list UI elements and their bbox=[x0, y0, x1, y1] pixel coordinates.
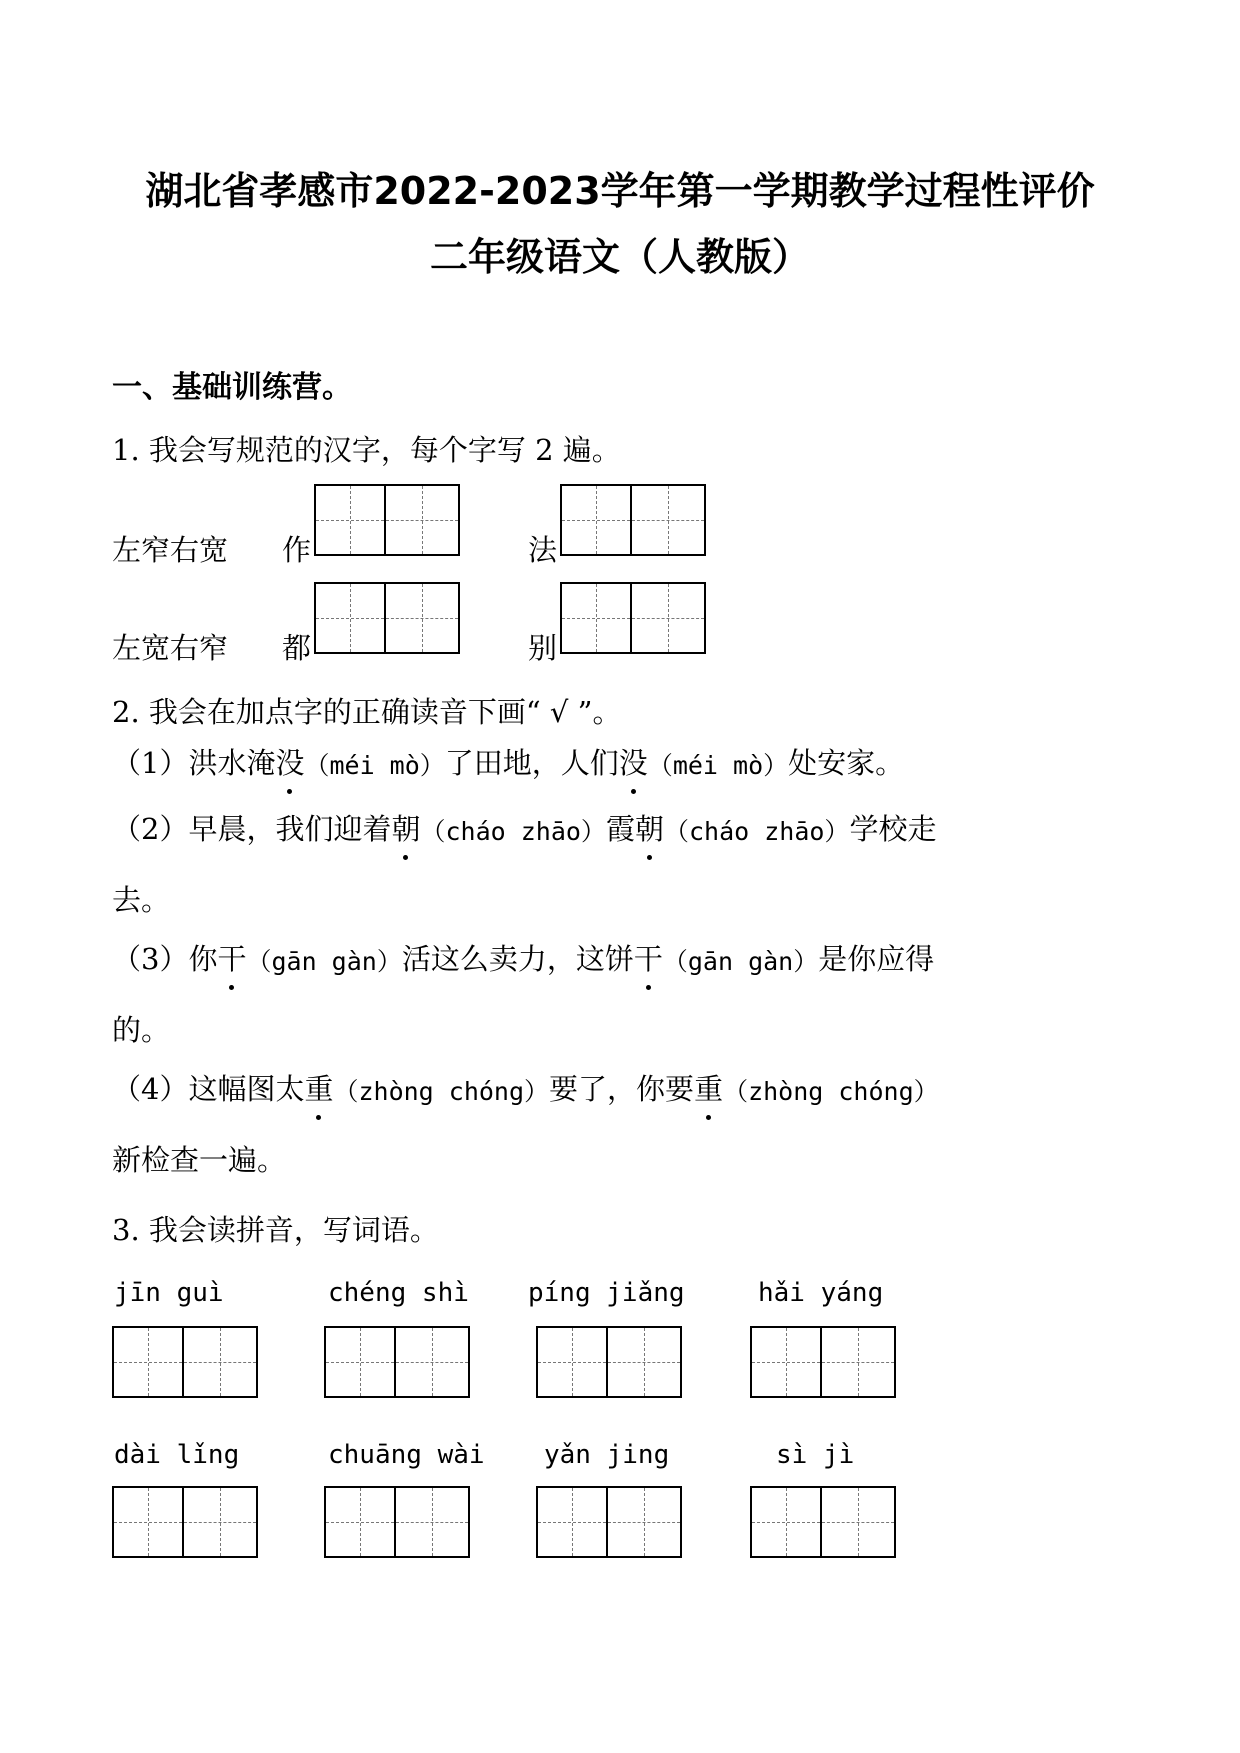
q3-pinyin-5: dài lǐng bbox=[114, 1440, 240, 1470]
question-text: 活这么卖力，这饼 bbox=[401, 942, 634, 976]
q3-writing-grid-5[interactable] bbox=[112, 1486, 258, 1558]
tianzige-cell[interactable] bbox=[324, 1326, 396, 1398]
tianzige-cell[interactable] bbox=[184, 1326, 258, 1398]
page-subtitle: 二年级语文（人教版） bbox=[429, 235, 810, 279]
dotted-char: 朝 bbox=[635, 807, 664, 848]
q3-pinyin-7: yǎn jing bbox=[544, 1440, 670, 1470]
q3-writing-grid-1[interactable] bbox=[112, 1326, 258, 1398]
q3-pinyin-8: sì jì bbox=[776, 1440, 855, 1470]
q2-item-3 bbox=[112, 934, 1112, 978]
pinyin-options[interactable]: （gān gàn） bbox=[662, 947, 819, 976]
q3-pinyin-3: píng jiǎng bbox=[528, 1278, 685, 1308]
tianzige-cell[interactable] bbox=[184, 1486, 258, 1558]
q1-row2-writing-grid-1[interactable] bbox=[314, 582, 460, 654]
q3-pinyin-6: chuāng wài bbox=[328, 1440, 485, 1470]
tianzige-cell[interactable] bbox=[632, 582, 706, 654]
tianzige-cell[interactable] bbox=[750, 1486, 822, 1558]
q2-item-4-continuation: 新检查一遍。 bbox=[112, 1143, 287, 1177]
question-text: （4）这幅图太 bbox=[112, 1072, 305, 1106]
pinyin-options[interactable]: （cháo zhāo） bbox=[663, 817, 850, 846]
tianzige-cell[interactable] bbox=[560, 484, 632, 556]
q1-row2-writing-grid-2[interactable] bbox=[560, 582, 706, 654]
pinyin-options[interactable]: （zhòng chóng） bbox=[723, 1077, 939, 1106]
tianzige-cell[interactable] bbox=[750, 1326, 822, 1398]
tianzige-cell[interactable] bbox=[632, 484, 706, 556]
q3-pinyin-1: jīn guì bbox=[114, 1278, 224, 1308]
tianzige-cell[interactable] bbox=[386, 582, 460, 654]
tianzige-cell[interactable] bbox=[608, 1326, 682, 1398]
q3-pinyin-4: hǎi yáng bbox=[758, 1278, 884, 1308]
q2-item-3-continuation: 的。 bbox=[112, 1013, 171, 1047]
tianzige-cell[interactable] bbox=[560, 582, 632, 654]
q3-writing-grid-2[interactable] bbox=[324, 1326, 470, 1398]
question-text: （3）你 bbox=[112, 942, 218, 976]
q3-writing-grid-7[interactable] bbox=[536, 1486, 682, 1558]
tianzige-cell[interactable] bbox=[314, 484, 386, 556]
question-text: （1）洪水淹 bbox=[112, 746, 276, 780]
q3-pinyin-2: chéng shì bbox=[328, 1278, 469, 1308]
pinyin-options[interactable]: （zhòng chóng） bbox=[333, 1077, 550, 1106]
tianzige-cell[interactable] bbox=[536, 1326, 608, 1398]
question-text: （2）早晨，我们迎着 bbox=[112, 812, 392, 846]
tianzige-cell[interactable] bbox=[608, 1486, 682, 1558]
pinyin-options[interactable]: （gān gàn） bbox=[246, 947, 402, 976]
dotted-char: 重 bbox=[694, 1067, 723, 1108]
q3-writing-grid-6[interactable] bbox=[324, 1486, 470, 1558]
tianzige-cell[interactable] bbox=[386, 484, 460, 556]
question-1-prompt: 1. 我会写规范的汉字，每个字写 2 遍。 bbox=[112, 433, 621, 467]
pinyin-options[interactable]: （méi mò） bbox=[304, 751, 445, 780]
q1-row1-writing-grid-1[interactable] bbox=[314, 484, 460, 556]
dotted-char: 没 bbox=[275, 741, 304, 782]
q1-row1-label: 左窄右宽 bbox=[112, 533, 229, 567]
tianzige-cell[interactable] bbox=[314, 582, 386, 654]
tianzige-cell[interactable] bbox=[822, 1486, 896, 1558]
q3-writing-grid-4[interactable] bbox=[750, 1326, 896, 1398]
q1-row2-char2: 别 bbox=[528, 631, 558, 665]
dotted-char: 朝 bbox=[391, 807, 420, 848]
q1-row1-char2: 法 bbox=[528, 533, 558, 567]
question-text: 处安家。 bbox=[788, 746, 905, 780]
dotted-char: 没 bbox=[619, 741, 648, 782]
q1-row2-char1: 都 bbox=[282, 631, 312, 665]
q3-writing-grid-8[interactable] bbox=[750, 1486, 896, 1558]
pinyin-options[interactable]: （cháo zhāo） bbox=[420, 817, 606, 846]
dotted-char: 重 bbox=[304, 1067, 333, 1108]
section-heading: 一、基础训练营。 bbox=[112, 370, 352, 405]
tianzige-cell[interactable] bbox=[536, 1486, 608, 1558]
tianzige-cell[interactable] bbox=[822, 1326, 896, 1398]
tianzige-cell[interactable] bbox=[324, 1486, 396, 1558]
dotted-char: 干 bbox=[217, 937, 246, 978]
tianzige-cell[interactable] bbox=[112, 1486, 184, 1558]
question-text: 学校走 bbox=[849, 812, 937, 846]
dotted-char: 干 bbox=[634, 937, 663, 978]
question-2-prompt: 2. 我会在加点字的正确读音下画“ √ ”。 bbox=[112, 695, 622, 729]
page-title: 湖北省孝感市2022-2023学年第一学期教学过程性评价 bbox=[145, 169, 1095, 213]
question-text: 了田地，人们 bbox=[444, 746, 619, 780]
q1-row1-writing-grid-2[interactable] bbox=[560, 484, 706, 556]
tianzige-cell[interactable] bbox=[396, 1326, 470, 1398]
question-text: 要了，你要 bbox=[549, 1072, 695, 1106]
q2-item-1 bbox=[112, 738, 1112, 782]
question-text: 是你应得 bbox=[818, 942, 935, 976]
question-3-prompt: 3. 我会读拼音，写词语。 bbox=[112, 1213, 439, 1247]
pinyin-options[interactable]: （méi mò） bbox=[647, 751, 789, 780]
q2-item-4 bbox=[112, 1064, 1112, 1108]
tianzige-cell[interactable] bbox=[396, 1486, 470, 1558]
q1-row1-char1: 作 bbox=[282, 533, 312, 567]
question-text: 霞 bbox=[605, 812, 635, 846]
q3-writing-grid-3[interactable] bbox=[536, 1326, 682, 1398]
q2-item-2 bbox=[112, 804, 1112, 848]
q2-item-2-continuation: 去。 bbox=[112, 883, 171, 917]
q1-row2-label: 左宽右窄 bbox=[112, 631, 229, 665]
tianzige-cell[interactable] bbox=[112, 1326, 184, 1398]
